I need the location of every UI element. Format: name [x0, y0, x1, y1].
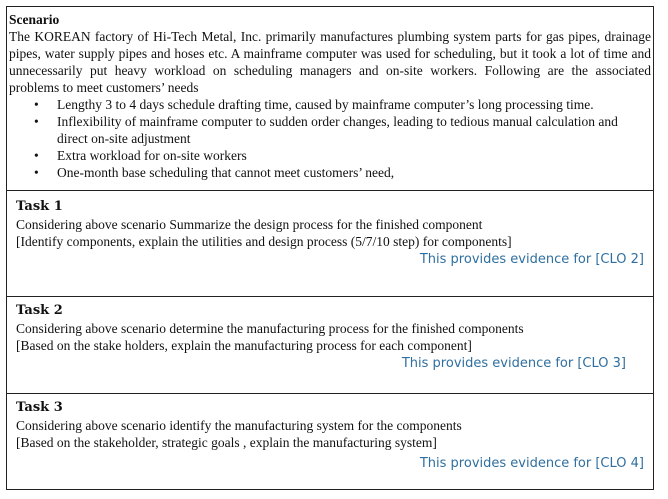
task-1-section — [7, 190, 653, 296]
assignment-table — [6, 6, 654, 490]
list-item — [9, 147, 651, 164]
bullet-icon: • — [34, 165, 39, 180]
list-item — [9, 164, 651, 181]
bullet-icon: • — [34, 97, 39, 112]
scenario-paragraph: The KOREAN factory of Hi-Tech Metal, Inc. primarily manufactures plumbing system parts for gas pipes, drainage pipes, water supply pipes and hoses etc. A mainframe computer was used for scheduling, but it took a lot of time and unnecessarily put heavy workload on scheduling managers and on-site workers. Following are the associated problems to meet customers’ needs — [9, 29, 651, 95]
task-1-heading: Task 1 — [16, 199, 63, 214]
list-item — [9, 113, 651, 147]
task-2-description: Considering above scenario determine the manufacturing process for the finished components — [16, 321, 524, 336]
task-1-instruction: [Identify components, explain the utilities and design process (5/7/10 step) for components] — [16, 234, 512, 249]
task-2-section — [7, 296, 653, 393]
bullet-text: Extra workload for on-site workers — [57, 148, 247, 163]
bullet-text: Inflexibility of mainframe computer to sudden order changes, leading to tedious manual calculation and direct on-site adjustment — [57, 114, 618, 146]
task-2-heading: Task 2 — [16, 303, 63, 318]
task-3-heading: Task 3 — [16, 400, 63, 415]
task-2-instruction: [Based on the stake holders, explain the manufacturing process for each component] — [16, 338, 472, 353]
scenario-section — [7, 7, 653, 190]
scenario-heading: Scenario — [9, 12, 60, 27]
task-1-description: Considering above scenario Summarize the design process for the finished component — [16, 217, 483, 232]
scenario-problem-list — [9, 96, 651, 181]
list-item — [9, 96, 651, 113]
task-1-evidence: This provides evidence for [CLO 2] — [419, 252, 644, 267]
bullet-text: One-month base scheduling that cannot meet customers’ need, — [57, 165, 395, 180]
bullet-text: Lengthy 3 to 4 days schedule drafting time, caused by mainframe computer’s long processing time. — [57, 97, 594, 112]
task-2-evidence: This provides evidence for [CLO 3] — [401, 356, 626, 371]
task-3-instruction: [Based on the stakeholder, strategic goals , explain the manufacturing system] — [16, 435, 437, 450]
bullet-icon: • — [34, 148, 39, 163]
task-3-description: Considering above scenario identify the manufacturing system for the components — [16, 418, 462, 433]
bullet-icon: • — [34, 114, 39, 129]
task-3-evidence: This provides evidence for [CLO 4] — [419, 456, 644, 471]
task-3-section — [7, 393, 653, 489]
